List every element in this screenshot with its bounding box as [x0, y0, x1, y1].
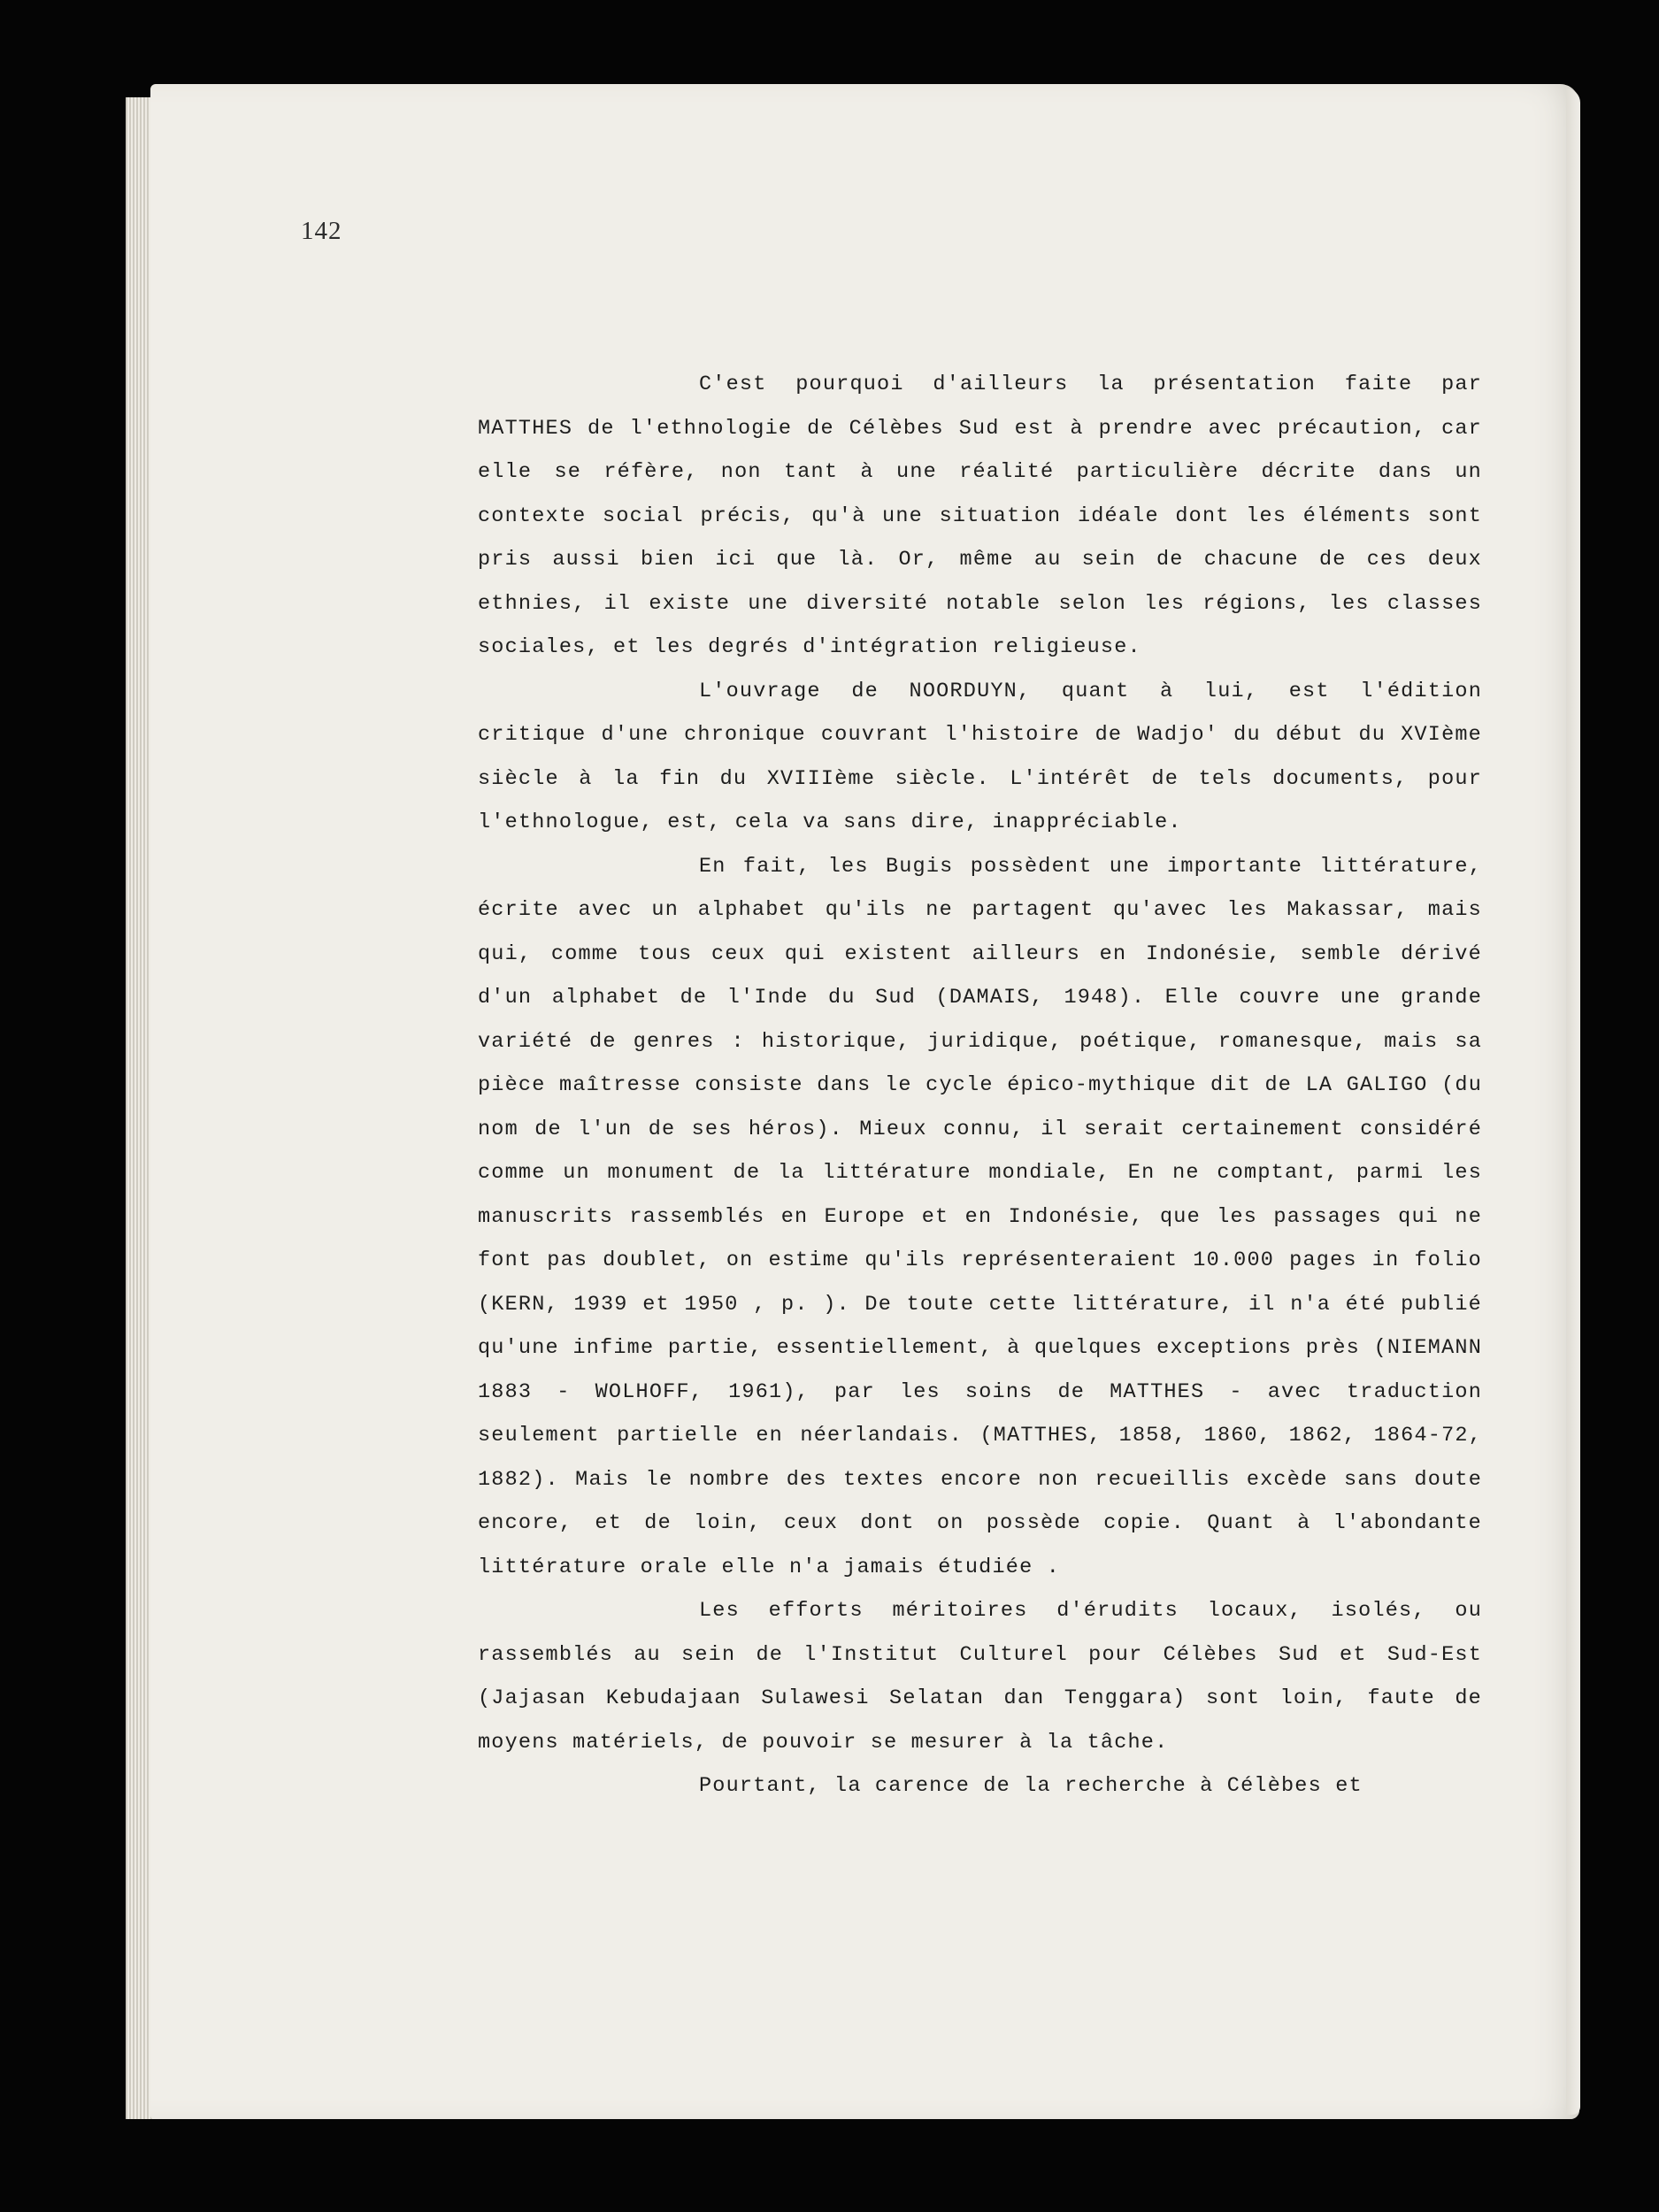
paragraph: Pourtant, la carence de la recherche à Célèbes et [699, 1774, 1363, 1798]
paragraph: C'est pourquoi d'ailleurs la présentation faite par MATTHES de l'ethnologie de Célèbes Sud est à prendre avec précaution, car elle se réfère, non tant à une réalité particulière décrite dans un contexte social précis, qu'à une situation idéale dont les éléments sont pris aussi bien ici que là. Or, même au sein de chacune de ces deux ethnies, il existe une diversité notable selon les régions, les classes sociales, et les degrés d'intégration religieuse. [478, 373, 1482, 659]
page-curl-edge [1566, 88, 1580, 2115]
page-number: 142 [301, 217, 342, 245]
paragraph: L'ouvrage de NOORDUYN, quant à lui, est l'édition critique d'une chronique couvrant l'histoire de Wadjo' du début du XVIème siècle à la fin du XVIIIème siècle. L'intérêt de tels documents, pour l'ethnologue, est, cela va sans dire, inappréciable. [478, 679, 1482, 834]
paragraph: En fait, les Bugis possèdent une importante littérature, écrite avec un alphabet qu'ils ne partagent qu'avec les Makassar, mais qui, comme tous ceux qui existent ailleurs en Indonésie, semble dérivé d'un alphabet de l'Inde du Sud (DAMAIS, 1948). Elle couvre une grande variété de genres : historique, juridique, poétique, romanesque, mais sa pièce maîtresse consiste dans le cycle épico-mythique dit de LA GALIGO (du nom de l'un de ses héros). Mieux connu, il serait certainement considéré comme un monument de la littérature mondiale, En ne comptant, parmi les manuscrits rassemblés en Europe et en Indonésie, que les passages qui ne font pas doublet, on estime qu'ils représenteraient 10.000 pages in folio (KERN, 1939 et 1950 , p. ). De toute cette littérature, il n'a été publié qu'une infime partie, essentiellement, à quelques exceptions près (NIEMANN 1883 - WOLHOFF, 1961), par les soins de MATTHES - avec traduction seulement partielle en néerlandais. (MATTHES, 1858, 1860, 1862, 1864-72, 1882). Mais le nombre des textes encore non recueillis excède sans doute encore, et de loin, ceux dont on possède copie. Quant à l'abondante littérature orale elle n'a jamais étudiée . [478, 854, 1482, 1579]
paragraph: Les efforts méritoires d'érudits locaux, isolés, ou rassemblés au sein de l'Institut Culturel pour Célèbes Sud et Sud-Est (Jajasan Kebudajaan Sulawesi Selatan dan Tenggara) sont loin, faute de moyens matériels, de pouvoir se mesurer à la tâche. [478, 1599, 1482, 1755]
body-text [478, 363, 1482, 1809]
